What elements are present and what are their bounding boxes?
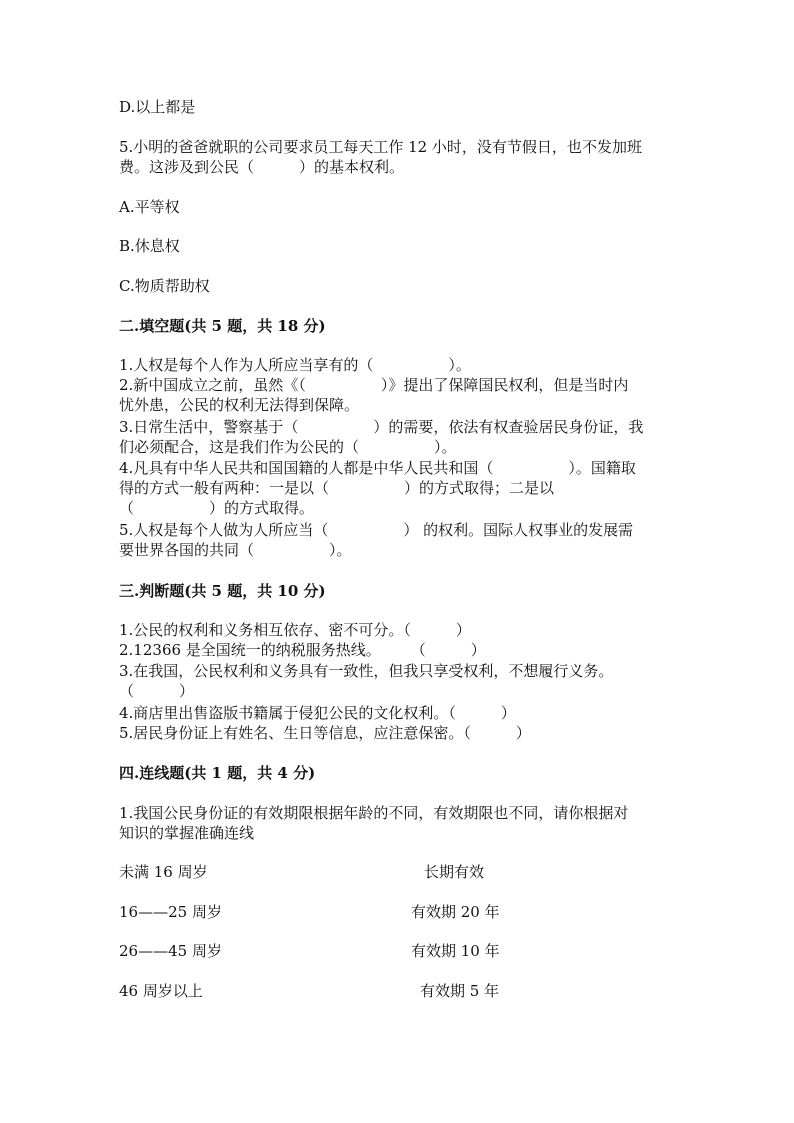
section4-question-line-1: 1.我国公民身份证的有效期限根据年龄的不同，有效期限也不同，请你根据对: [119, 804, 629, 822]
section2-line: 忧外患，公民的权利无法得到保障。: [119, 396, 360, 414]
match-right-item: 有效期 5 年: [420, 982, 500, 1000]
section3-line: 1.公民的权利和义务相互依存、密不可分。（ ）: [119, 621, 471, 639]
section2-heading: 二.填空题(共 5 题，共 18 分): [119, 317, 326, 335]
q5-option-c: C.物质帮助权: [119, 277, 210, 295]
section2-line: 1.人权是每个人作为人所应当享有的（ ）。: [119, 356, 471, 374]
section2-line: （ ）的方式取得。: [119, 499, 315, 517]
section3-heading: 三.判断题(共 5 题，共 10 分): [119, 582, 326, 600]
section2-line: 4.凡具有中华人民共和国国籍的人都是中华人民共和国（ ）。国籍取: [119, 459, 636, 477]
section4-heading: 四.连线题(共 1 题，共 4 分): [119, 764, 316, 782]
section3-line: 4.商店里出售盗版书籍属于侵犯公民的文化权利。（ ）: [119, 704, 516, 722]
q5-text-line-2: 费。这涉及到公民（ ）的基本权利。: [119, 158, 405, 176]
section2-line: 们必须配合，这是我们作为公民的（ ）。: [119, 438, 457, 456]
section2-line: 得的方式一般有两种：一是以（ ）的方式取得；二是以: [119, 479, 555, 497]
q5-option-a: A.平等权: [119, 198, 180, 216]
section2-line: 5.人权是每个人做为人所应当（ ） 的权利。国际人权事业的发展需: [119, 521, 634, 539]
match-right-item: 有效期 10 年: [411, 942, 500, 960]
match-right-item: 长期有效: [424, 863, 485, 881]
match-right-item: 有效期 20 年: [411, 903, 500, 921]
q4-option-d: D.以上都是: [119, 98, 196, 116]
section3-line: 3.在我国，公民权利和义务具有一致性，但我只享受权利，不想履行义务。: [119, 662, 614, 680]
section2-line: 2.新中国成立之前，虽然《（ ）》提出了保障国民权利，但是当时内: [119, 376, 629, 394]
section3-line: （ ）: [119, 682, 195, 700]
q5-text-line-1: 5.小明的爸爸就职的公司要求员工每天工作 12 小时，没有节假日，也不发加班: [119, 138, 642, 156]
section3-line: 5.居民身份证上有姓名、生日等信息，应注意保密。（ ）: [119, 724, 531, 742]
section4-question-line-2: 知识的掌握准确连线: [119, 824, 255, 842]
section2-line: 要世界各国的共同（ ）。: [119, 541, 352, 559]
section2-line: 3.日常生活中，警察基于（ ）的需要，依法有权查验居民身份证，我: [119, 418, 644, 436]
q5-option-b: B.休息权: [119, 237, 180, 255]
match-left-item: 16——25 周岁: [119, 903, 222, 921]
match-left-item: 未满 16 周岁: [119, 863, 208, 881]
section3-line: 2.12366 是全国统一的纳税服务热线。 （ ）: [119, 641, 486, 659]
match-left-item: 26——45 周岁: [119, 942, 222, 960]
match-left-item: 46 周岁以上: [119, 982, 203, 1000]
